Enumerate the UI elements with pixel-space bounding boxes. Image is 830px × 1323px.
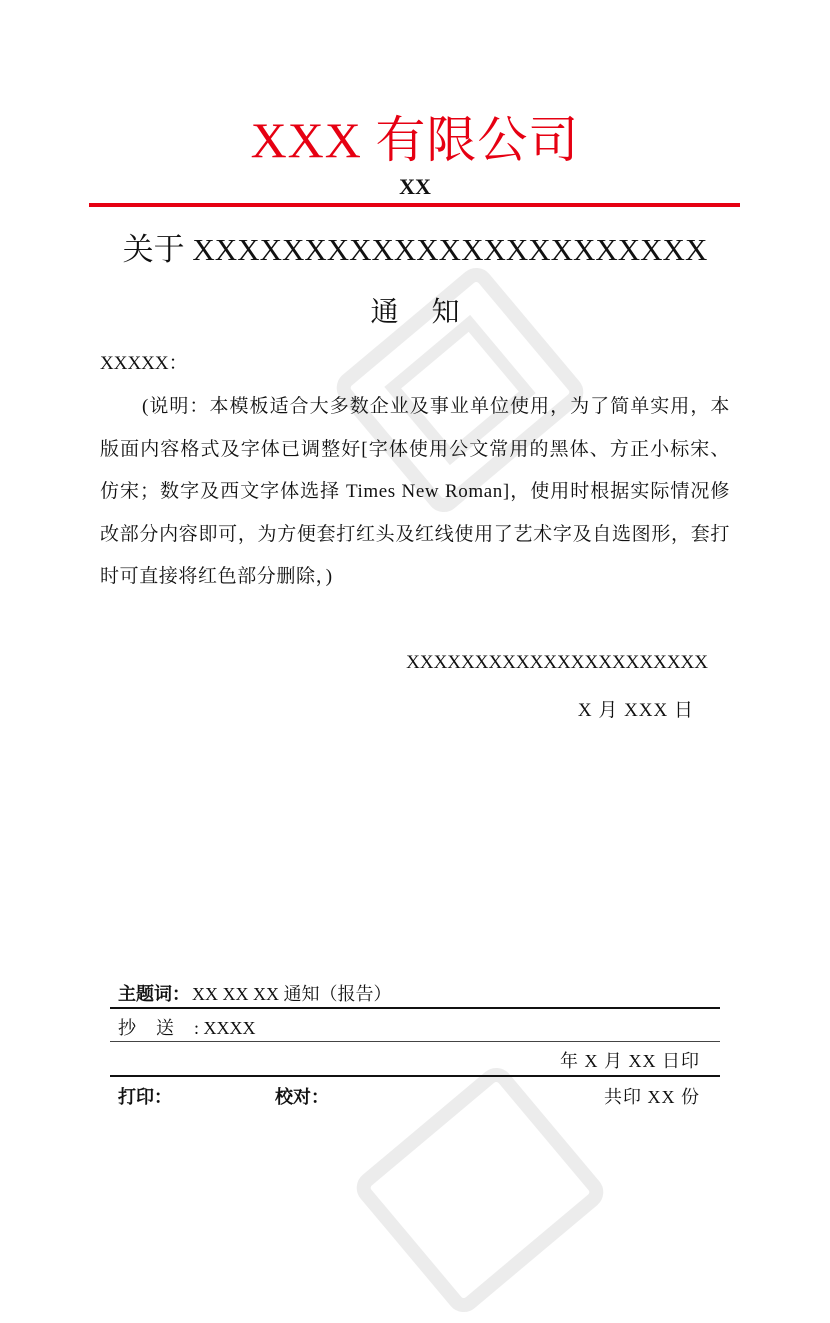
copies-count: 共印 XX 份 <box>604 1087 700 1107</box>
footer-rule-top <box>110 1007 720 1009</box>
print-date: 年 X 月 XX 日印 <box>560 1051 700 1071</box>
notice-type: 通 知 <box>370 295 472 328</box>
proofreader-label: 校对： <box>275 1087 329 1107</box>
cc-label: 抄送 <box>118 1018 194 1039</box>
footer-rule-middle <box>110 1041 720 1042</box>
document-number: XX <box>399 174 431 199</box>
keywords-label: 主题词： <box>118 984 190 1004</box>
printer-label: 打印： <box>118 1087 172 1107</box>
signature-date: X 月 XXX 日 <box>577 700 694 721</box>
company-name: XXX 有限公司 <box>250 112 580 168</box>
cc-row <box>118 1014 728 1040</box>
body-text-block <box>100 386 730 599</box>
keywords-row <box>118 980 720 1006</box>
notice-title: 关于 XXXXXXXXXXXXXXXXXXXXXXX <box>122 232 708 267</box>
red-divider-line <box>89 203 740 207</box>
keywords-value: XX XX XX 通知（报告） <box>192 984 392 1004</box>
cc-value: : XXXX <box>194 1018 256 1038</box>
body-text: (说明：本模板适合大多数企业及事业单位使用，为了简单实用，本版面内容格式及字体已调整好[字体使用公文常用的黑体、方正小标宋、仿宋；数字及西文字体选择 Times New Roman]，使用时根据实际情况修改部分内容即可，为方便套打红头及红线使用了艺术字及自选图形，套打时可直接将红色部分删除，) <box>100 396 730 587</box>
signature-organization: XXXXXXXXXXXXXXXXXXXXXX <box>406 652 708 673</box>
footer-rule-bottom <box>110 1075 720 1077</box>
salutation: XXXXX： <box>100 353 188 374</box>
